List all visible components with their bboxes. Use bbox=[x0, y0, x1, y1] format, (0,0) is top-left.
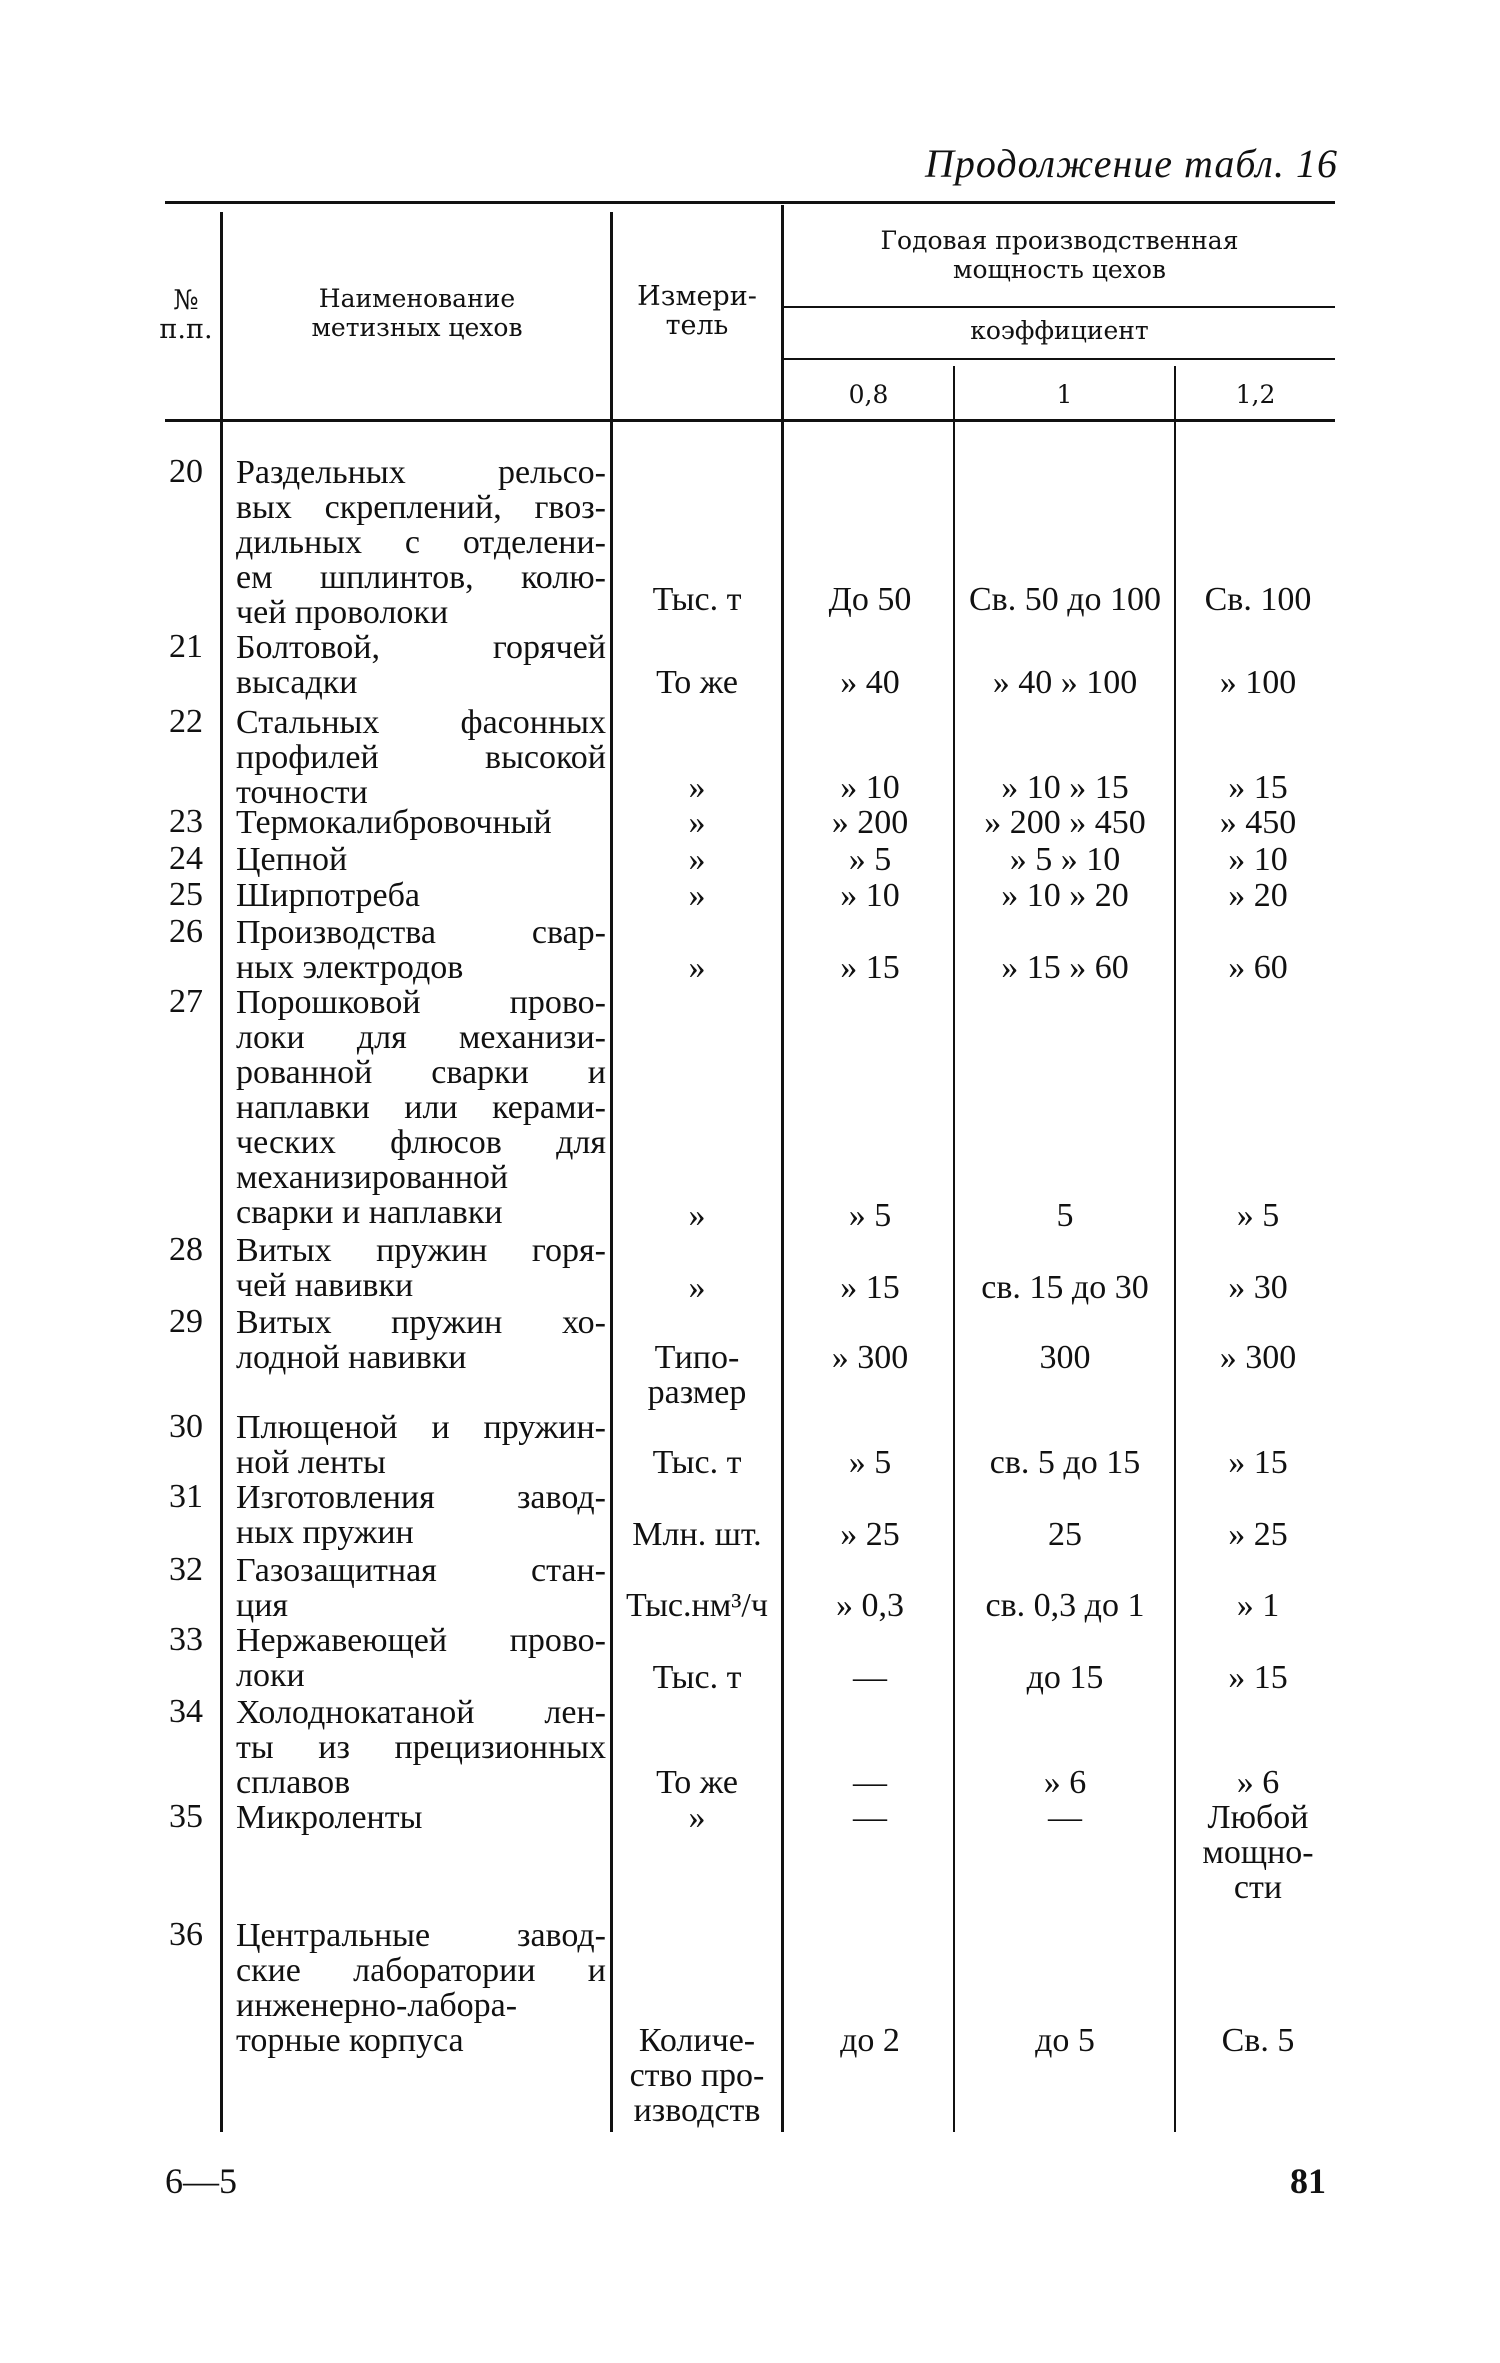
row-value-1: » 40 » 100 bbox=[992, 664, 1138, 701]
row-value-1: » 10 » 15 bbox=[1001, 769, 1129, 806]
row-name: Цепной bbox=[236, 841, 348, 878]
row-number: 30 bbox=[169, 1408, 203, 1445]
row-number: 32 bbox=[169, 1551, 203, 1588]
row-unit: » bbox=[688, 1269, 706, 1306]
row-value-08: » 25 bbox=[840, 1516, 900, 1553]
row-value-12: » 30 bbox=[1228, 1269, 1288, 1306]
table-caption: Продолжение табл. 16 bbox=[924, 141, 1338, 186]
row-name: Болтовой, горячей высадки bbox=[236, 629, 606, 701]
header-coefficient: коэффициент bbox=[970, 316, 1149, 345]
row-unit: » bbox=[688, 1799, 706, 1836]
row-number: 31 bbox=[169, 1478, 203, 1515]
row-number: 23 bbox=[169, 803, 203, 840]
row-name: Центральные завод- ские лаборатории и инженерно-лабора- торные корпуса bbox=[236, 1917, 606, 2059]
row-value-1: до 15 bbox=[1026, 1659, 1104, 1696]
row-name: Порошковой прово- локи для механизи- рованной сварки и наплавки или керами- ческих флюсов для механизированной сварки и наплавки bbox=[236, 984, 606, 1231]
row-value-08: » 5 bbox=[848, 841, 892, 878]
row-value-12: » 450 bbox=[1219, 804, 1297, 841]
row-unit: Тыс. т bbox=[652, 581, 742, 618]
row-number: 20 bbox=[169, 453, 203, 490]
row-value-08: » 10 bbox=[840, 769, 900, 806]
row-value-12: » 15 bbox=[1228, 1659, 1288, 1696]
header-bottom-rule bbox=[165, 419, 1335, 422]
row-unit: » bbox=[688, 841, 706, 878]
row-value-1: » 200 » 450 bbox=[984, 804, 1146, 841]
row-value-08: — bbox=[853, 1659, 887, 1696]
row-number: 24 bbox=[169, 840, 203, 877]
row-value-12: » 15 bbox=[1228, 769, 1288, 806]
row-unit: » bbox=[688, 877, 706, 914]
row-value-1: » 6 bbox=[1043, 1764, 1087, 1801]
row-number: 26 bbox=[169, 913, 203, 950]
row-value-08: » 15 bbox=[840, 1269, 900, 1306]
row-value-12: » 25 bbox=[1228, 1516, 1288, 1553]
row-value-12: » 100 bbox=[1219, 664, 1297, 701]
header-coef-1: 1 bbox=[1056, 380, 1073, 409]
row-name: Микроленты bbox=[236, 1799, 423, 1836]
coefficient-rule bbox=[782, 358, 1335, 360]
row-value-08: » 0,3 bbox=[836, 1587, 904, 1624]
row-number: 33 bbox=[169, 1621, 203, 1658]
row-unit: Тыс. т bbox=[652, 1659, 742, 1696]
col-divider-coef-1 bbox=[1174, 366, 1176, 2132]
col-divider-unit bbox=[781, 205, 784, 2132]
row-value-08: — bbox=[853, 1799, 887, 1836]
header-unit: Измери- тель bbox=[637, 281, 757, 341]
table-top-rule bbox=[165, 201, 1335, 204]
row-name: Плющеной и пружин- ной ленты bbox=[236, 1409, 606, 1481]
row-unit: Типо- размер bbox=[647, 1339, 747, 1411]
row-value-08: » 15 bbox=[840, 949, 900, 986]
row-value-1: св. 15 до 30 bbox=[981, 1269, 1149, 1306]
row-value-12: » 6 bbox=[1236, 1764, 1280, 1801]
row-name: Раздельных рельсо- вых скреплений, гвоз- дильных с отделени- ем шплинтов, колю- чей проволоки bbox=[236, 454, 606, 631]
row-unit: » bbox=[688, 1197, 706, 1234]
header-capacity: Годовая производственная мощность цехов bbox=[880, 226, 1239, 284]
row-value-08: » 300 bbox=[831, 1339, 909, 1376]
row-name: Производства свар- ных электродов bbox=[236, 914, 606, 986]
row-name: Газозащитная стан- ция bbox=[236, 1552, 606, 1624]
page-number: 81 bbox=[1290, 2161, 1326, 2201]
row-number: 36 bbox=[169, 1916, 203, 1953]
row-value-1: св. 0,3 до 1 bbox=[985, 1587, 1145, 1624]
row-value-12: » 15 bbox=[1228, 1444, 1288, 1481]
row-name: Витых пружин горя- чей навивки bbox=[236, 1232, 606, 1304]
row-name: Холоднокатаной лен- ты из прецизионных сплавов bbox=[236, 1694, 606, 1801]
row-value-12: » 1 bbox=[1236, 1587, 1280, 1624]
row-value-08: » 5 bbox=[848, 1444, 892, 1481]
row-value-08: до 2 bbox=[840, 2022, 900, 2059]
row-unit: Млн. шт. bbox=[632, 1516, 762, 1553]
row-value-1: Св. 50 до 100 bbox=[968, 581, 1162, 618]
row-unit: » bbox=[688, 804, 706, 841]
header-coef-08: 0,8 bbox=[848, 380, 889, 409]
row-value-12: » 5 bbox=[1236, 1197, 1280, 1234]
header-num: № п.п. bbox=[159, 285, 213, 345]
col-divider-num bbox=[220, 212, 223, 2132]
row-number: 28 bbox=[169, 1231, 203, 1268]
row-value-08: » 40 bbox=[840, 664, 900, 701]
row-unit: То же bbox=[656, 1764, 738, 1801]
row-value-08: — bbox=[853, 1764, 887, 1801]
row-unit: Тыс.нм³/ч bbox=[626, 1587, 768, 1624]
row-value-12: » 10 bbox=[1228, 841, 1288, 878]
row-value-1: св. 5 до 15 bbox=[989, 1444, 1141, 1481]
page-signature: 6—5 bbox=[165, 2161, 237, 2201]
row-value-1: — bbox=[1048, 1799, 1082, 1836]
row-number: 34 bbox=[169, 1693, 203, 1730]
row-number: 25 bbox=[169, 876, 203, 913]
row-value-1: » 5 » 10 bbox=[1009, 841, 1121, 878]
row-value-12: » 20 bbox=[1228, 877, 1288, 914]
col-divider-name bbox=[610, 212, 613, 2132]
row-value-12: Св. 100 bbox=[1204, 581, 1312, 618]
row-value-1: 25 bbox=[1048, 1516, 1082, 1553]
row-number: 35 bbox=[169, 1798, 203, 1835]
row-unit: Количе- ство про- изводств bbox=[629, 2022, 765, 2129]
row-number: 27 bbox=[169, 983, 203, 1020]
row-value-08: До 50 bbox=[828, 581, 912, 618]
capacity-rule bbox=[782, 306, 1335, 308]
row-name: Стальных фасонных профилей высокой точности bbox=[236, 704, 606, 811]
row-name: Ширпотреба bbox=[236, 877, 420, 914]
row-value-1: 5 bbox=[1056, 1197, 1074, 1234]
header-coef-12: 1,2 bbox=[1235, 380, 1276, 409]
row-value-1: » 10 » 20 bbox=[1001, 877, 1129, 914]
row-name: Изготовления завод- ных пружин bbox=[236, 1479, 606, 1551]
row-number: 21 bbox=[169, 628, 203, 665]
row-name: Нержавеющей прово- локи bbox=[236, 1622, 606, 1694]
row-value-12: Св. 5 bbox=[1221, 2022, 1295, 2059]
row-number: 22 bbox=[169, 703, 203, 740]
row-unit: » bbox=[688, 949, 706, 986]
row-value-1: до 5 bbox=[1035, 2022, 1095, 2059]
row-value-12: » 60 bbox=[1228, 949, 1288, 986]
row-value-12: » 300 bbox=[1219, 1339, 1297, 1376]
row-unit: То же bbox=[656, 664, 738, 701]
row-value-08: » 200 bbox=[831, 804, 909, 841]
row-value-12: Любой мощно- сти bbox=[1202, 1799, 1314, 1906]
row-name: Витых пружин хо- лодной навивки bbox=[236, 1304, 606, 1376]
row-number: 29 bbox=[169, 1303, 203, 1340]
row-unit: Тыс. т bbox=[652, 1444, 742, 1481]
header-name: Наименование метизных цехов bbox=[311, 284, 523, 342]
row-name: Термокалибровочный bbox=[236, 804, 552, 841]
col-divider-coef-08 bbox=[953, 366, 955, 2132]
row-value-08: » 5 bbox=[848, 1197, 892, 1234]
row-value-08: » 10 bbox=[840, 877, 900, 914]
row-value-1: 300 bbox=[1039, 1339, 1091, 1376]
row-unit: » bbox=[688, 769, 706, 806]
row-value-1: » 15 » 60 bbox=[1001, 949, 1129, 986]
